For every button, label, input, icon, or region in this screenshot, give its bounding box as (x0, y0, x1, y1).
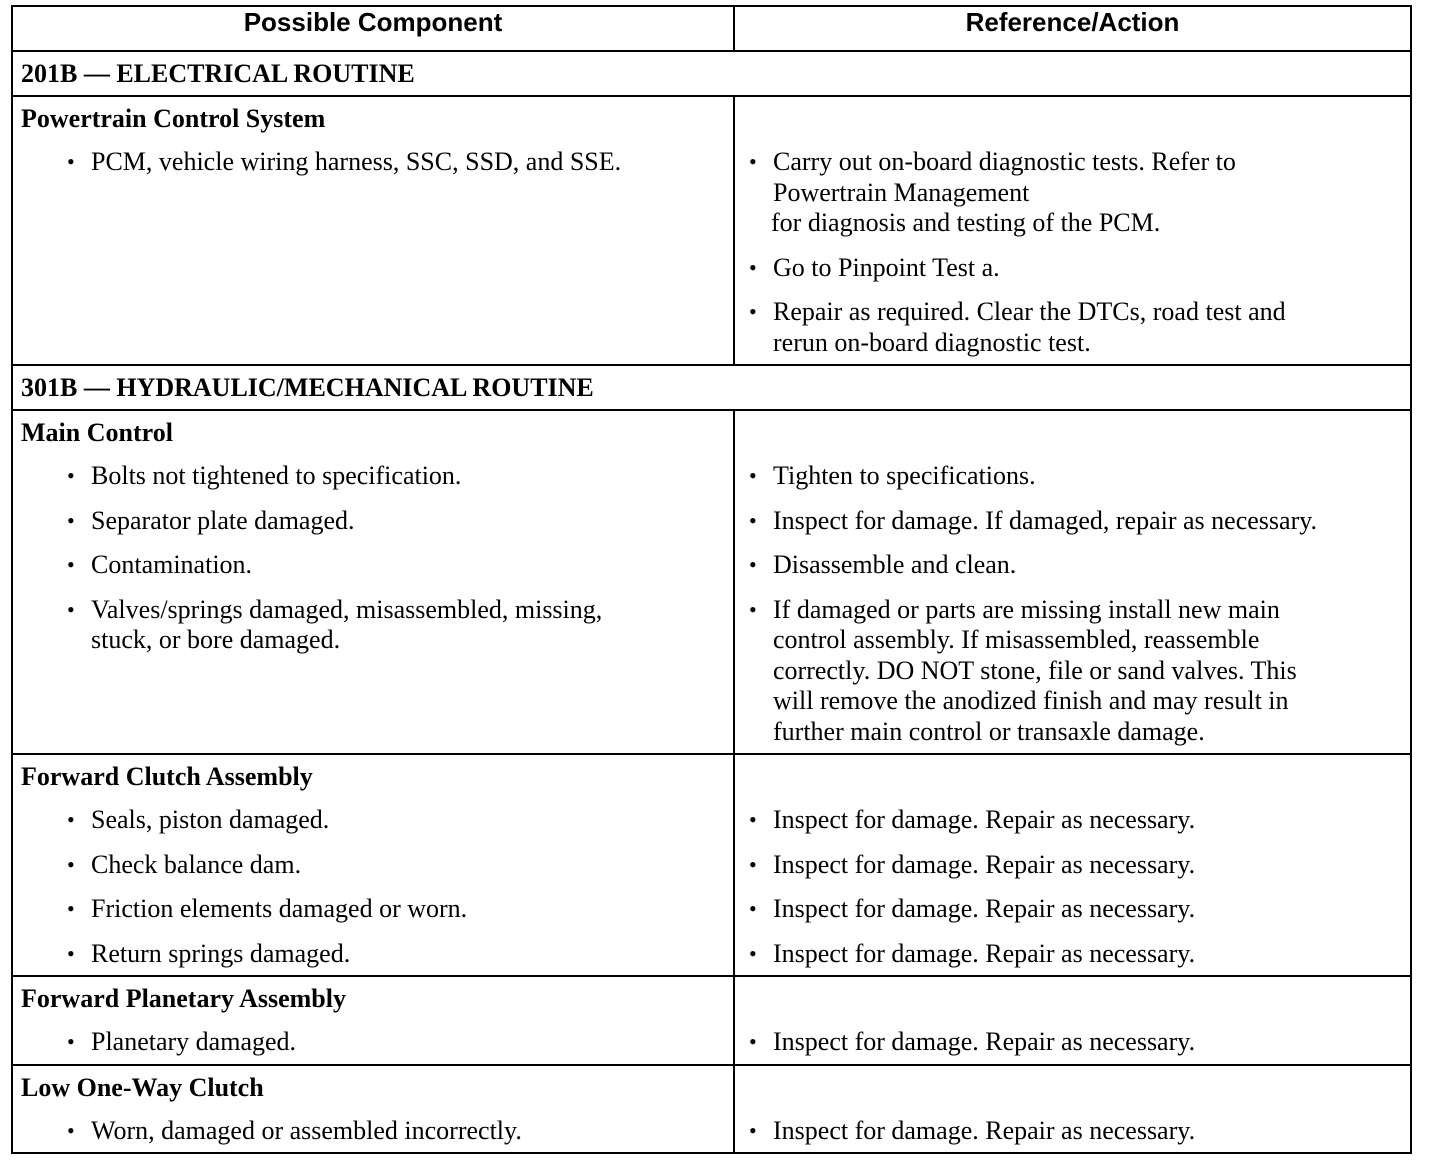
action-item (743, 147, 1402, 239)
bullet-icon: • (749, 1029, 757, 1054)
bullet-icon: • (749, 254, 757, 280)
bullet-icon: • (749, 463, 757, 488)
bullet-icon: • (749, 896, 757, 921)
component-text-line: Worn, damaged or assembled incorrectly. (91, 1115, 522, 1145)
bullet-icon: • (67, 463, 75, 488)
component-item (21, 461, 725, 492)
action-item (743, 253, 1402, 284)
action-text-line: will remove the anodized finish and may result in (773, 686, 1289, 715)
component-cell-content (13, 97, 733, 364)
action-cell (734, 1065, 1411, 1154)
bullet-icon: • (749, 807, 757, 832)
action-item (743, 805, 1402, 836)
group-title: Forward Clutch Assembly (21, 762, 313, 791)
action-cell-content (735, 1066, 1410, 1153)
action-cell-content (735, 755, 1410, 975)
action-cell (734, 410, 1411, 754)
bullet-icon: • (749, 299, 757, 324)
component-cell (12, 96, 734, 365)
component-item (21, 595, 725, 748)
group-title: Main Control (21, 418, 173, 447)
section-title: 201B — ELECTRICAL ROUTINE (12, 51, 1411, 96)
action-cell (734, 754, 1411, 976)
bullet-icon: • (67, 552, 75, 577)
action-item (743, 461, 1402, 492)
action-item (743, 506, 1402, 537)
header-reference-action: Reference/Action (734, 6, 1411, 51)
component-cell (12, 410, 734, 754)
action-text-line: Inspect for damage. Repair as necessary. (773, 849, 1196, 879)
action-item (743, 850, 1402, 881)
group-title-spacer (743, 103, 1402, 135)
action-text-line: Disassemble and clean. (773, 550, 1017, 579)
bullet-icon: • (67, 940, 75, 966)
component-text-line: Return springs damaged. (91, 938, 351, 968)
action-text-line: Tighten to specifications. (773, 461, 1036, 490)
section-row (12, 365, 1411, 410)
action-text-line: Powertrain Management (773, 177, 1030, 207)
bullet-icon: • (67, 149, 75, 174)
action-cell-content (735, 977, 1410, 1064)
component-cell (12, 754, 734, 976)
group-row-forward-clutch-assembly (12, 754, 1411, 976)
group-row-low-one-way-clutch (12, 1065, 1411, 1154)
component-text-line: Friction elements damaged or worn. (91, 894, 468, 923)
action-item (743, 550, 1402, 581)
component-text-line: Contamination. (91, 550, 253, 579)
group-title: Powertrain Control System (21, 104, 326, 133)
action-text-line: Repair as required. Clear the DTCs, road test and (773, 297, 1286, 326)
component-item (21, 1027, 725, 1058)
group-row-forward-planetary-assembly (12, 976, 1411, 1065)
action-cell (734, 976, 1411, 1065)
component-item (21, 550, 725, 581)
component-text-line: Seals, piston damaged. (91, 805, 330, 834)
group-title-spacer (743, 983, 1402, 1015)
component-item (21, 506, 725, 537)
component-text-line: Separator plate damaged. (91, 505, 355, 535)
action-text-line: Inspect for damage. Repair as necessary. (773, 805, 1196, 834)
header-row (12, 6, 1411, 51)
action-cell (734, 96, 1411, 365)
action-text-line: control assembly. If misassembled, reassemble (773, 625, 1260, 654)
component-text-line: Planetary damaged. (91, 1027, 297, 1056)
component-text-line: PCM, vehicle wiring harness, SSC, SSD, and SSE. (91, 147, 622, 176)
action-text-line: Inspect for damage. Repair as necessary. (773, 938, 1196, 968)
bullet-icon: • (749, 552, 757, 577)
action-text-line: rerun on-board diagnostic test. (773, 327, 1091, 357)
bullet-icon: • (749, 507, 757, 533)
component-cell-content (13, 977, 733, 1064)
action-item (743, 297, 1402, 358)
bullet-icon: • (749, 851, 757, 877)
bullet-icon: • (749, 1117, 757, 1143)
action-item (743, 1116, 1402, 1147)
action-text-line: Inspect for damage. Repair as necessary. (773, 894, 1196, 923)
action-item (743, 894, 1402, 925)
table-body (12, 51, 1411, 1153)
bullet-icon: • (67, 807, 75, 832)
action-text-line: further main control or transaxle damage. (773, 716, 1205, 746)
action-text-line: Inspect for damage. Repair as necessary. (773, 1115, 1196, 1145)
bullet-icon: • (749, 149, 757, 174)
component-cell-content (13, 411, 733, 753)
bullet-icon: • (67, 596, 75, 622)
action-cell-content (735, 97, 1410, 364)
component-item (21, 1116, 725, 1147)
action-text-line: Inspect for damage. If damaged, repair as necessary. (773, 505, 1318, 535)
bullet-icon: • (67, 1029, 75, 1054)
component-cell (12, 976, 734, 1065)
component-item (21, 147, 725, 358)
action-cell-content (735, 411, 1410, 753)
bullet-icon: • (67, 507, 75, 533)
group-title-spacer (743, 417, 1402, 449)
bullet-icon: • (67, 896, 75, 921)
header-possible-component: Possible Component (12, 6, 734, 51)
component-text-line: stuck, or bore damaged. (91, 625, 341, 654)
action-text-line: for diagnosis and testing of the PCM. (771, 208, 1161, 237)
action-item (743, 1027, 1402, 1058)
action-text-line: correctly. DO NOT stone, file or sand valves. This (773, 655, 1297, 685)
section-title: 301B — HYDRAULIC/MECHANICAL ROUTINE (12, 365, 1411, 410)
group-title-spacer (743, 761, 1402, 793)
action-text-line: If damaged or parts are missing install new main (773, 594, 1280, 624)
component-text-line: Bolts not tightened to specification. (91, 461, 462, 490)
component-item (21, 894, 725, 925)
group-row-powertrain-control-system (12, 96, 1411, 365)
action-text-line: Go to Pinpoint Test a. (773, 252, 1000, 282)
action-text-line: Carry out on-board diagnostic tests. Refer to (773, 147, 1236, 176)
component-text-line: Check balance dam. (91, 849, 302, 879)
component-text-line: Valves/springs damaged, misassembled, missing, (91, 594, 603, 624)
component-cell (12, 1065, 734, 1154)
section-row (12, 51, 1411, 96)
component-item (21, 850, 725, 881)
bullet-icon: • (67, 1117, 75, 1143)
bullet-icon: • (749, 940, 757, 966)
group-title: Low One-Way Clutch (21, 1072, 264, 1102)
group-title-spacer (743, 1072, 1402, 1104)
action-item (743, 595, 1402, 748)
action-text-line: Inspect for damage. Repair as necessary. (773, 1027, 1196, 1056)
bullet-icon: • (67, 851, 75, 877)
action-item (743, 939, 1402, 970)
component-item (21, 805, 725, 836)
group-title: Forward Planetary Assembly (21, 984, 346, 1013)
component-cell-content (13, 1066, 733, 1153)
diagnosis-table (11, 5, 1412, 1154)
component-cell-content (13, 755, 733, 975)
group-row-main-control (12, 410, 1411, 754)
component-item (21, 939, 725, 970)
bullet-icon: • (749, 596, 757, 622)
